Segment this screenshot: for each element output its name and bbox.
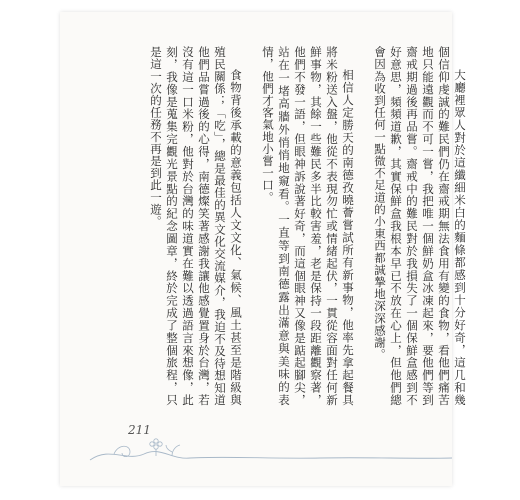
vertical-text-body bbox=[120, 46, 468, 406]
flourish-wave bbox=[90, 452, 452, 460]
page-number: 211 bbox=[128, 423, 151, 437]
paragraph-2: 相信人定勝天的南德孜曉薈嘗試所有新事物，他率先拿起餐具將米粉送入盤，他從不表現勿忙或情緒起伏，一貫從容面對任何新鮮事物，其餘一些難民多半比較害羞，老是保持一段距離觀察著，他們不發一語，但眼神訴說著好奇，而這個眼神又像是踮起腳尖，站在一堵高牆外悄悄地窺看。一直等到南德露出滿意與美味的表情，他們才客氣地小嘗一口。 bbox=[261, 46, 355, 406]
paragraph-3: 食物背後承載的意義包括人文文化、氣候、風土甚至是階級與殖民關係；「吃」，總是最佳的異文化交流媒介，我迫不及待想知道他們品嘗過後的心得，南德燦笑著感謝我讓他感覺置身於台灣，若沒有這一口米粉，他對於台灣的味道實在難以透過語言來想像，此刻，我像是蒐集完觀光景點的紀念圖章，終於完成了整個旅程，只是這一次的任務不再是到此一遊。 bbox=[149, 46, 243, 406]
paragraph-1: 大廳裡眾人對於這纖細米白的麵條都感到十分好奇，這几和幾個信仰虔誠的難民們仍在齋戒期無法食用有變的食物，看他們痛苦地只能遠觀而不可一嘗，我把唯一個鮮奶盒冰凍起來，要他們等到齋戒期過後再品嘗。齋戒中的難民對於我損失了一個保鮮盒感到不好意思，頻頻道歉，其實保鮮盒我根本早已不放在心上，但他們總會因為收到任何一點微不足道的小東西都誠摯地深深感謝。 bbox=[373, 46, 467, 406]
decorative-footer-flourish bbox=[80, 432, 460, 468]
flower-icon bbox=[150, 439, 162, 456]
book-page bbox=[60, 12, 467, 486]
